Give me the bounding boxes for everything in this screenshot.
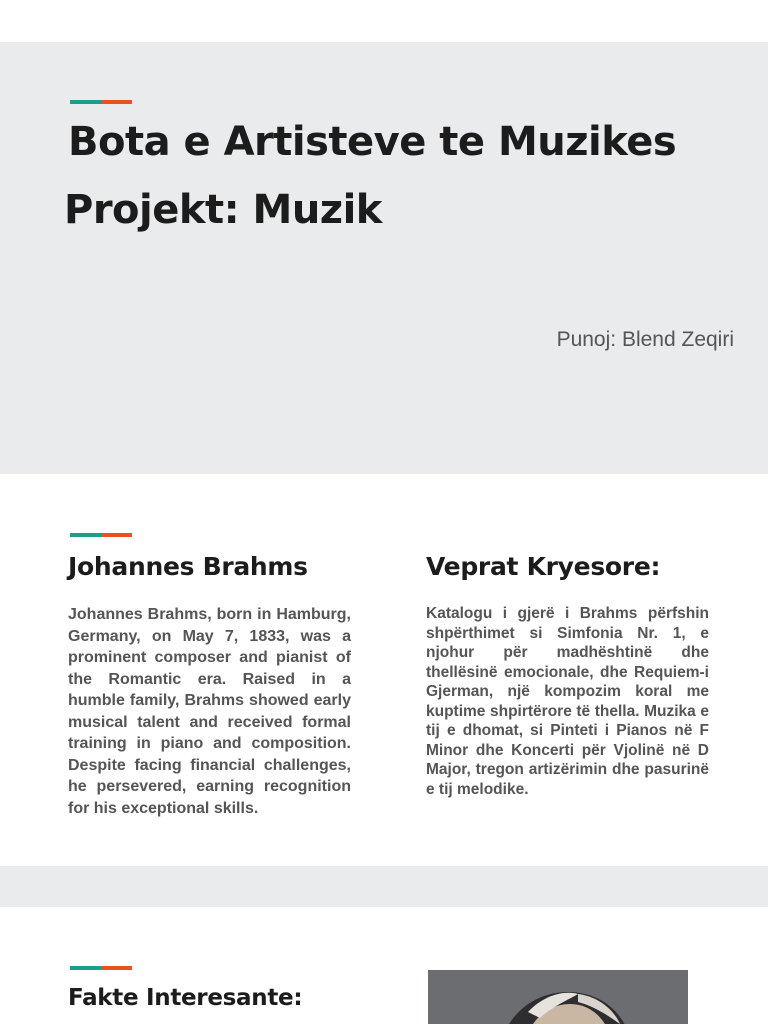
brahms-bio: Johannes Brahms, born in Hamburg, Germany, on May 7, 1833, was a prominent composer and pianist of the Romantic era. Raised in a humble family, Brahms showed early musical talent and received formal training in piano and composition. Despite facing financial challenges, he persevered, earning recognition for his exceptional skills. bbox=[68, 606, 351, 817]
slide-divider bbox=[0, 866, 768, 907]
project-subtitle: Projekt: Muzik bbox=[64, 187, 382, 233]
page-title: Bota e Artisteve te Muzikes bbox=[68, 119, 677, 165]
brahms-portrait-image bbox=[428, 970, 688, 1024]
facts-slide bbox=[0, 907, 768, 1024]
accent-bar bbox=[70, 966, 132, 970]
title-slide bbox=[0, 42, 768, 474]
content-slide bbox=[0, 474, 768, 866]
accent-bar bbox=[70, 100, 132, 104]
facts-heading: Fakte Interesante: bbox=[68, 985, 303, 1011]
brahms-heading: Johannes Brahms bbox=[68, 552, 308, 581]
works-heading: Veprat Kryesore: bbox=[426, 552, 661, 581]
accent-bar bbox=[70, 533, 132, 537]
author-credit: Punoj: Blend Zeqiri bbox=[556, 328, 734, 351]
works-text: Katalogu i gjerë i Brahms përfshin shpërthimet si Simfonia Nr. 1, e njohur për madhështinë dhe thellësinë emocionale, dhe Requiem-i Gjerman, një kompozim koral me kuptime shpirtërore të thella. Muzika e tij e dhomat, si Pinteti i Pianos në F Minor dhe Koncerti për Vjolinë në D Major, tregon artizërimin dhe pasurinë e tij melodike. bbox=[426, 605, 709, 798]
